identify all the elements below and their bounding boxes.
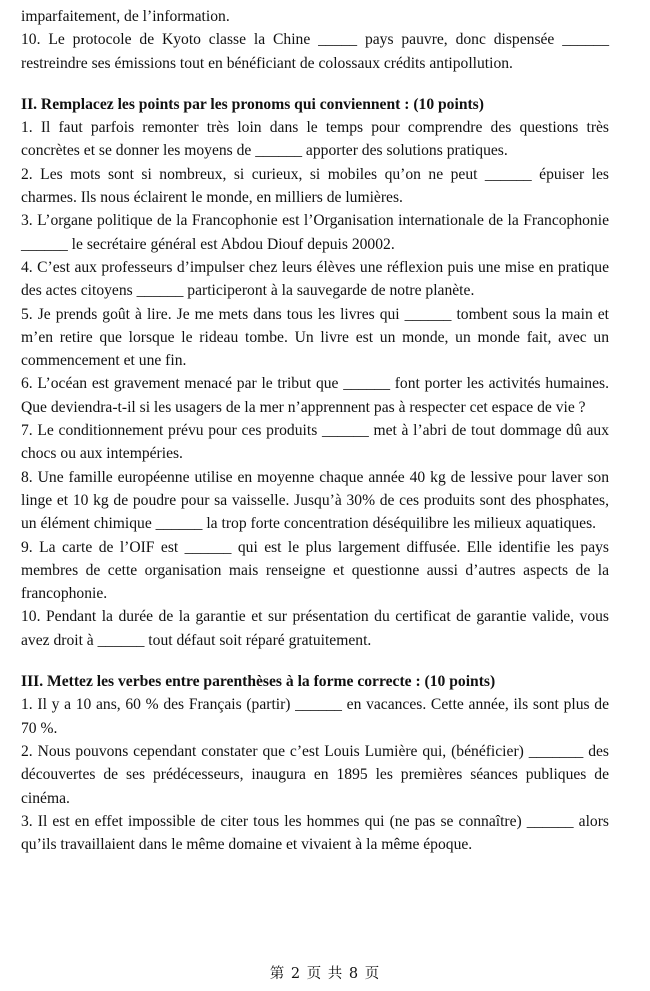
page-content <box>21 5 609 856</box>
intro-continuation: imparfaitement, de l’information. <box>21 8 230 25</box>
section-2-title: II. Remplacez les points par les pronoms qui conviennent : (10 points) <box>21 95 484 113</box>
section-3-item-1: 1. Il y a 10 ans, 60 % des Français (partir) ______ en vacances. Cette année, ils sont plus de 70 %. <box>21 696 609 737</box>
section-2-item-7: 7. Le conditionnement prévu pour ces produits ______ met à l’abri de tout dommage dû aux chocs ou aux intempéries. <box>21 422 609 463</box>
section-2-item-9: 9. La carte de l’OIF est ______ qui est le plus largement diffusée. Elle identifie les pays membres de cette organisation mais renseigne et questionne aussi d’autres aspects de la francophonie. <box>21 538 609 603</box>
section-2-item-4: 4. C’est aux professeurs d’impulser chez leurs élèves une réflexion puis une mise en pratique des actes citoyens ______ participeront à la sauvegarde de notre planète. <box>21 258 609 300</box>
section-2-item-6: 6. L’océan est gravement menacé par le tribut que ______ font porter les activités humaines. Que deviendra-t-il si les usagers de la mer n’apprennent pas à respecter cet espace de vie ? <box>21 375 609 416</box>
section-2-item-2: 2. Les mots sont si nombreux, si curieux, si mobiles qu’on ne peut ______ épuiser les charmes. Ils nous éclairent le monde, en milliers de lumières. <box>21 165 609 207</box>
page-number-footer: 第 2 页 共 8 页 <box>269 966 381 982</box>
section-3-item-2: 2. Nous pouvons cependant constater que c’est Louis Lumière qui, (bénéficier) _______ des découvertes de ses prédécesseurs, inaugura en 1895 les premières séances publiques de cinéma. <box>21 742 609 807</box>
section-2-item-10: 10. Pendant la durée de la garantie et sur présentation du certificat de garantie valide, vous avez droit à ______ tout défaut soit réparé gratuitement. <box>21 608 609 649</box>
section-2-item-1: 1. Il faut parfois remonter très loin dans le temps pour comprendre des questions très concrètes et se donner les moyens de ______ apporter des solutions pratiques. <box>21 119 609 160</box>
section-2-item-3: 3. L’organe politique de la Francophonie est l’Organisation internationale de la Francophonie ______ le secrétaire général est Abdou Diouf depuis 20002. <box>21 212 609 253</box>
previous-item-10: 10. Le protocole de Kyoto classe la Chine _____ pays pauvre, donc dispensée ______ restreindre ses émissions tout en bénéficiant de colossaux crédits antipollution. <box>21 31 609 72</box>
section-3-item-3: 3. Il est en effet impossible de citer tous les hommes qui (ne pas se connaître) ______ alors qu’ils travaillaient dans le même domaine et vivaient à la même époque. <box>21 812 609 854</box>
section-3-title: III. Mettez les verbes entre parenthèses à la forme correcte : (10 points) <box>21 673 496 691</box>
section-2-item-8: 8. Une famille européenne utilise en moyenne chaque année 40 kg de lessive pour laver son linge et 10 kg de poudre pour sa vaisselle. Jusqu’à 30% de ces produits sont des phosphates, un élément chimique ______ la trop forte concentration déséquilibre les milieux aquatiques. <box>21 468 609 533</box>
section-2-item-5: 5. Je prends goût à lire. Je me mets dans tous les livres qui ______ tombent sous la main et m’en retire que lorsque le rideau tombe. Un livre est un monde, un monde fait, avec un commencement et une fin. <box>21 305 609 370</box>
